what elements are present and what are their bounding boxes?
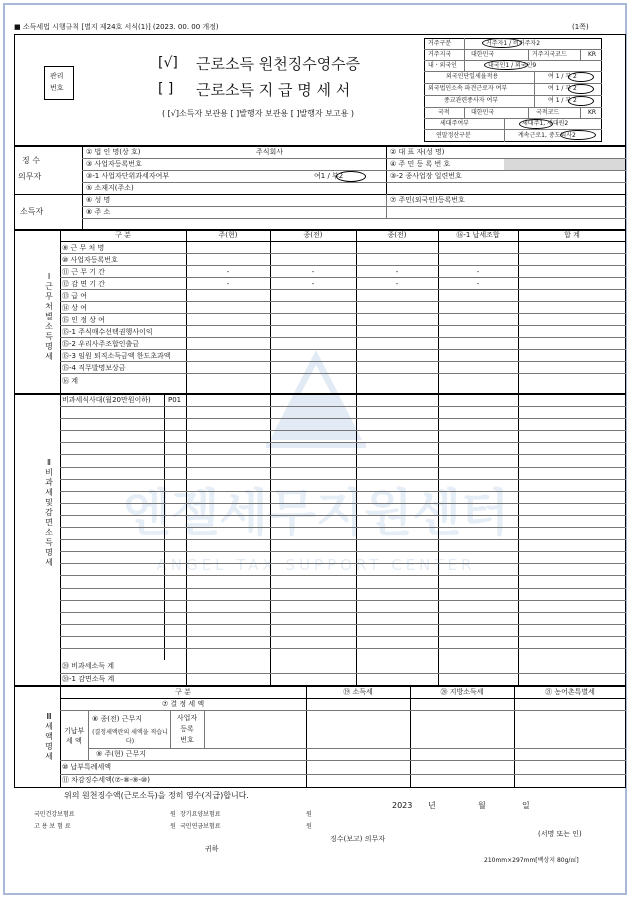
nontax-row-line (60, 491, 626, 492)
section3-side-label: Ⅲ 세액명세 (45, 712, 53, 761)
single-rate-circle (568, 72, 594, 82)
nontax-row-line (60, 673, 626, 674)
nationality-label: 국적 (438, 109, 450, 116)
nontax-row-line (60, 430, 626, 431)
nontax-row-line (60, 563, 626, 564)
dispatched-circle (568, 84, 594, 94)
row-work-period: ⑪ 근 무 기 간 (62, 268, 105, 276)
business-number-label: ③ 사업자등록번호 (86, 160, 142, 168)
residence-code-value: KR (588, 51, 597, 58)
nontax-row-line (60, 418, 626, 419)
reduced-total-label: ⑳-1 감면소득 계 (62, 675, 115, 683)
nontax-row-line (60, 612, 626, 613)
resno-masked (504, 159, 625, 170)
bizno-label-3: 번호 (180, 736, 194, 744)
row-reduction-period: ⑫ 감 면 기 간 (62, 280, 105, 288)
household-label: 세대주여부 (440, 120, 469, 127)
prepaid-label-1: 기납부 (64, 727, 85, 735)
col-total: 합 계 (564, 231, 580, 239)
nationality-type-value: 내국인1 / 외국인9 (488, 62, 537, 69)
household-value: 세대주1, 세대원2 (522, 120, 569, 127)
row-invention-reward: ⑮-4 직무발명보상금 (62, 364, 126, 372)
footer-day-unit: 일 (522, 801, 530, 810)
sign-note: (서명 또는 인) (538, 830, 582, 838)
page-number: (1쪽) (572, 23, 589, 31)
copy-options: ( [√]소득자 보관용 [ ]발행자 보관용 [ ]발행자 보고용 ) (162, 109, 355, 118)
religion-value: 여 1 / 부 2 (548, 97, 577, 104)
title-payment-statement: 근로소득 지 급 명 세 서 (196, 81, 351, 99)
col-previous-2: 종(전) (387, 231, 407, 239)
reduction-period-current: - (226, 280, 230, 288)
earner-address-label: ⑧ 주 소 (86, 208, 111, 216)
work-period-union: - (476, 268, 480, 276)
row-esop-withdrawal: ⑮-2 우리사주조합인출금 (62, 340, 140, 348)
corp-name-value: 주식회사 (256, 148, 284, 156)
settlement-label: 연말정산구분 (436, 132, 471, 139)
mgmt-label-1: 관리 (50, 72, 64, 80)
nontax-row-line (60, 454, 626, 455)
health-ins-won: 원 (170, 811, 176, 818)
withholder-label-1: 징 수 (22, 156, 40, 165)
religion-circle (568, 96, 594, 106)
health-ins-label: 국민건강보험료 (34, 811, 75, 818)
work-period-current: - (226, 268, 230, 276)
dispatched-label: 외국법인소속 파견근로자 여부 (428, 85, 508, 92)
nontax-row-line (60, 406, 626, 407)
work-period-prev-1: - (311, 268, 315, 276)
settlement-value: 계속근로1, 중도퇴사2 (518, 132, 576, 139)
nontax-meal-code: P01 (168, 396, 182, 404)
nontax-row-line (60, 588, 626, 589)
section1-side-label: Ⅰ 근무처별소득명세 (45, 272, 53, 361)
dispatched-value: 여 1 / 부 2 (548, 85, 577, 92)
title-withholding-receipt: 근로소득 원천징수영수증 (196, 55, 361, 73)
form-reference: ■ 소득세법 시행규칙 [별지 제24호 서식(1)] (2023. 00. 00 개정) (14, 23, 219, 31)
col-category: 구 분 (115, 231, 131, 239)
nontax-row-line (60, 503, 626, 504)
single-rate-label: 외국인단일세율적용 (446, 73, 499, 80)
resident-type-label: 거주구분 (428, 40, 452, 47)
religion-label: 종교관련종사자 여부 (444, 97, 499, 104)
reduction-period-prev-2: - (395, 280, 399, 288)
nontax-total-label: ⑳ 비과세소득 계 (62, 662, 115, 670)
check-mark-2[interactable]: [ ] (158, 81, 174, 97)
nationality-circle (484, 60, 528, 70)
nationality-code-label: 국적코드 (536, 109, 560, 116)
nontax-row-line (60, 539, 626, 540)
decided-tax-label: ⑦ 결 정 세 액 (161, 700, 205, 708)
ltc-ins-won: 원 (306, 811, 312, 818)
curr-workplace-label: ⑨ 주(현) 근무지 (96, 750, 146, 758)
special-tax-label: ⑩ 납부특례세액 (62, 763, 112, 771)
row-bonus: ⑭ 상 여 (62, 304, 87, 312)
employment-ins-won: 원 (170, 823, 176, 830)
prev-workplace-note: (결정세액란의 세액을 적습니다) (92, 729, 168, 745)
row-stock-option: ⑮-1 주식매수선택권행사이익 (62, 328, 153, 336)
watermark-subtext: ANGEL TAX SUPPORT CENTER (156, 556, 476, 574)
paper-size: 210mm×297mm[백상지 80g/㎡] (484, 857, 579, 864)
footer-month-unit: 월 (478, 801, 486, 810)
prepaid-label-2: 세 액 (66, 737, 82, 745)
pension-won: 원 (306, 823, 312, 830)
nationality-code-value: KR (588, 109, 597, 116)
footer-year: 2023 (392, 801, 413, 810)
nontax-row-line (60, 551, 626, 552)
earner-name-label: ⑥ 성 명 (86, 196, 111, 204)
prev-workplace-label: ⑧ 종(전) 근무지 (92, 715, 142, 723)
nationality-type-label: 내ㆍ외국인 (428, 62, 457, 69)
col-current: 주(현) (218, 231, 238, 239)
resident-number-label: ④ 주 민 등 록 번 호 (390, 160, 451, 168)
recipient-label: 귀하 (205, 845, 219, 853)
nontax-row-line (60, 442, 626, 443)
row-salary: ⑬ 급 여 (62, 292, 87, 300)
nontax-row-line (60, 479, 626, 480)
nontax-row-line (60, 515, 626, 516)
bizno-label-1: 사업자 (176, 714, 198, 722)
row-subtotal: ⑯ 계 (62, 377, 78, 385)
nationality-value: 대한민국 (471, 109, 495, 116)
footer-statement: 위의 원천징수액(근로소득)을 정히 영수(지급)합니다. (64, 791, 249, 800)
withholder-label-2: 의무자 (18, 172, 42, 181)
row-deemed-bonus: ⑮ 인 정 상 여 (62, 316, 105, 324)
tax-col-category: 구 분 (175, 688, 191, 696)
work-period-prev-2: - (395, 268, 399, 276)
check-mark-1[interactable]: [√] (158, 55, 178, 71)
residence-code-label: 거주지국코드 (532, 51, 567, 58)
reduction-period-prev-1: - (311, 280, 315, 288)
signer-label: 징수(보고) 의무자 (330, 835, 386, 843)
deducted-tax-label: ⑪ 차감징수세액(⑦-⑧-⑨-⑩) (62, 776, 150, 784)
corp-name-label: ① 법 인 명(상 호) (86, 148, 141, 156)
ltc-ins-label: 장기요양보험료 (180, 811, 221, 818)
address-label: ⑤ 소재지(주소) (86, 184, 134, 192)
tax-col-local-tax: ⑳ 지방소득세 (440, 688, 484, 696)
reduction-period-union: - (476, 280, 480, 288)
nontax-row-line (60, 467, 626, 468)
nontax-row-line (60, 575, 626, 576)
tax-col-rural-tax: ㉑ 농어촌특별세 (545, 688, 595, 696)
sub-workplace-label: ③-2 종사업장 일련번호 (390, 172, 462, 180)
tax-col-income-tax: ⑲ 소득세 (343, 688, 373, 696)
residence-country-label: 거주지국 (428, 51, 452, 58)
row-bizno: ⑩ 사업자등록번호 (62, 256, 118, 264)
row-workplace: ⑨ 근 무 처 명 (62, 244, 105, 252)
watermark-text: 엔젤세무지원센터 (122, 484, 510, 542)
col-previous-1: 종(전) (303, 231, 323, 239)
representative-label: ② 대 표 자(성 명) (390, 148, 445, 156)
settlement-circle (560, 130, 596, 140)
pension-label: 국민연금보험료 (180, 823, 221, 830)
nontax-row-line (60, 527, 626, 528)
resident-type-value: 거주자1 / 비거주자2 (486, 40, 541, 47)
section2-side-label: Ⅱ 비과세 및 감면소득명세 (45, 458, 53, 567)
earner-label: 소득자 (20, 207, 44, 216)
nontax-section-box (14, 394, 626, 686)
nontax-row-line (60, 648, 626, 649)
mgmt-label-2: 번호 (50, 84, 64, 92)
earner-id-label: ⑦ 주민(외국인)등록번호 (390, 196, 465, 204)
unit-tax-circle (336, 171, 366, 182)
resident-circle (482, 38, 522, 48)
residence-country-value: 대한민국 (471, 51, 495, 58)
nontax-row-line (60, 636, 626, 637)
nontax-row-line (60, 624, 626, 625)
household-circle (519, 119, 553, 129)
nontax-row-line (60, 600, 626, 601)
single-rate-value: 여 1 / 부 2 (548, 73, 577, 80)
nontax-meal-label: 비과세식사대(월20만원이하) (62, 396, 151, 404)
footer-year-unit: 년 (428, 801, 436, 810)
unit-tax-value: 여1 / 부2 (314, 172, 344, 180)
col-tax-union: ⑯-1 납세조합 (456, 231, 500, 239)
unit-tax-label: ③-1 사업자단위과세자여부 (86, 172, 170, 180)
employment-ins-label: 고 용 보 험 료 (34, 823, 71, 830)
row-exec-retirement: ⑮-3 임원 퇴직소득금액 한도초과액 (62, 352, 171, 360)
bizno-label-2: 등록 (180, 725, 194, 733)
